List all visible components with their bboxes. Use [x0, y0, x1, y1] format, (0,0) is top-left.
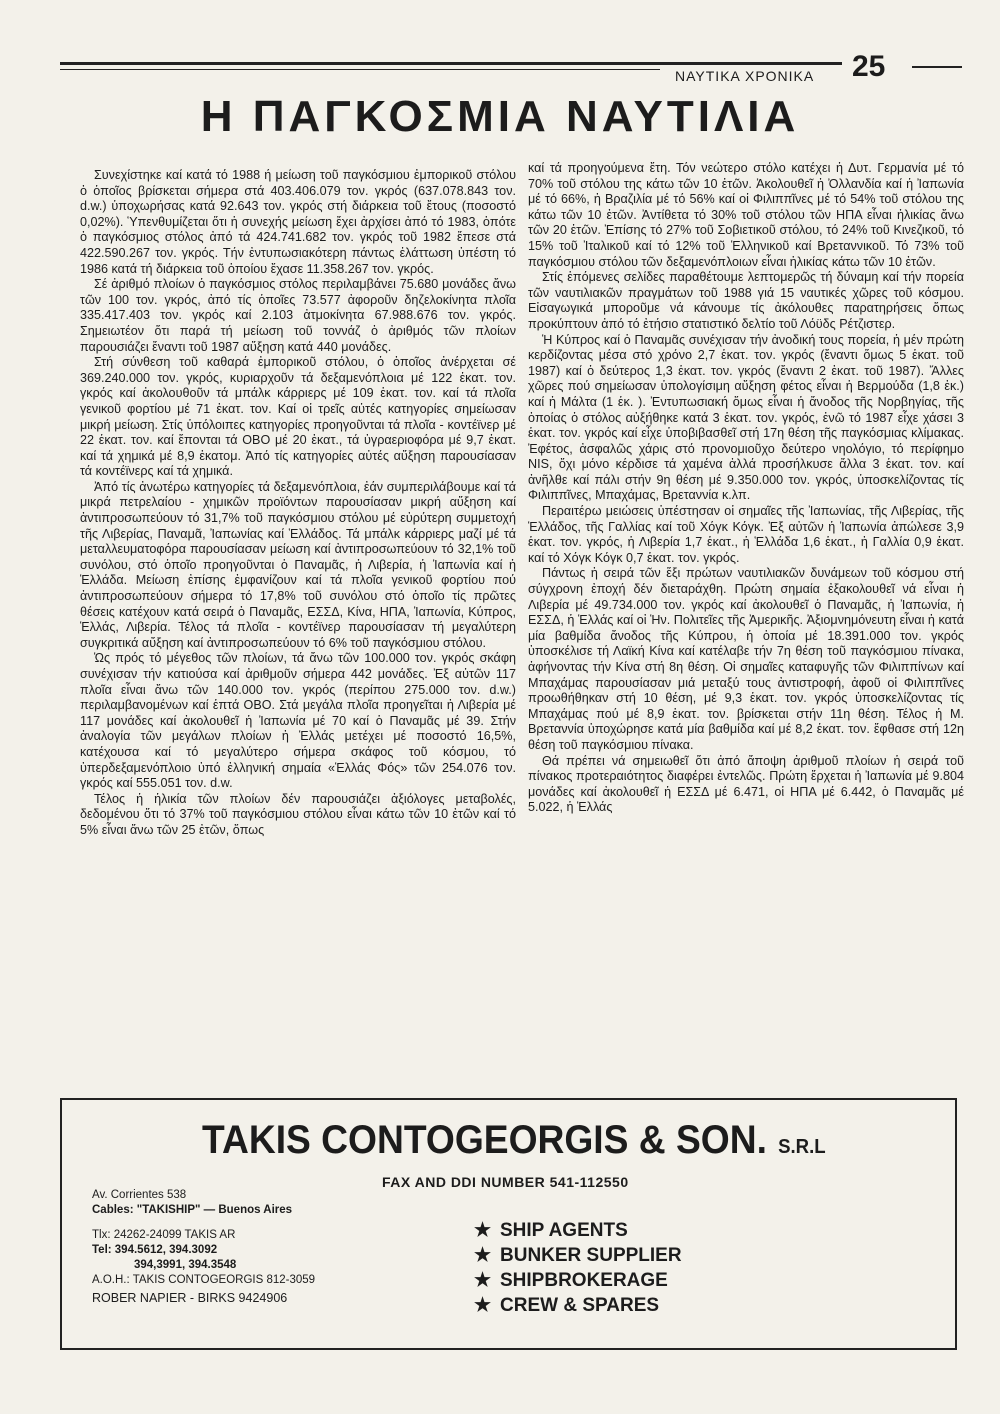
article-paragraph: Τέλος ἡ ἡλικία τῶν πλοίων δέν παρουσιάζει ἀξιόλογες μεταβολές, δεδομένου ὅτι τό 37% τοῦ παγκόσμιου στόλου εἶναι κάτω τῶν 10 ἐτῶν καί τό 5% εἶναι ἄνω τῶν 25 ἐτῶν, ὅπως [80, 791, 516, 837]
article-paragraph: καί τά προηγούμενα ἔτη. Τόν νεώτερο στόλο κατέχει ἡ Δυτ. Γερμανία μέ τό 70% τοῦ στόλου της κάτω τῶν 10 ἐτῶν. Ἀκολουθεῖ ἡ Ὀλλανδία καί ἡ Ἰαπωνία μέ τό 66%, ἡ Βραζιλία μέ τό 56% καί οἱ Φιλιππῖνες μέ τό 54% τοῦ στόλου της κάτω τῶν 10 ἐτῶν. Ἀντίθετα τό 30% τοῦ στόλου τῶν ΗΠΑ εἶναι ἡλικίας ἄνω τῶν 20 ἐτῶν. Ἐπίσης τό 27% τοῦ Σοβιετικοῦ στόλου, τό 24% τοῦ Κινεζικοῦ, τό 15% τοῦ Ἰταλικοῦ καί τό 12% τοῦ Ἑλληνικοῦ καί Βρεταννικοῦ. Τό 73% τοῦ παγκόσμιου στόλου τῶν δεξαμενόπλοιων εἶναι ἡλικίας κάτω τῶν 10 ἐτῶν. [528, 161, 964, 269]
ad-services-list [474, 1218, 682, 1318]
article-paragraph: Στή σύνθεση τοῦ καθαρά ἐμπορικοῦ στόλου, ὁ ὁποῖος ἀνέρχεται σέ 369.240.000 τον. γκρός, κυριαρχοῦν τά δεξαμενόπλοια μέ 122 ἑκατ. τον. γκρός καί ἀκολουθοῦν τά μπάλκ κάρριερς μέ 109 ἑκατ. τον. καί τά πλοῖα γενικοῦ φορτίου μέ 71 ἑκατ. τον. Καί οἱ τρεῖς αὐτές κατηγορίες σημείωσαν μικρή μείωση. Στίς ὑπόλοιπες κατηγορίες προηγοῦνται τά πλοῖα - κοντέϊνερ μέ 22 ἑκατ. τον. καί ἕπονται τά ΟΒΟ μέ 20 ἑκατ., τά ὑγραεριοφόρα μέ 9,7 ἑκατ. καί τά χημικά μέ 8,9 ἑκατομ. Ἀπό τίς κατηγορίες αὐτές αὔξηση παρουσίασαν τά κοντέϊνερς καί τά χημικά. [80, 355, 516, 479]
article-paragraph: Ἀπό τίς ἀνωτέρω κατηγορίες τά δεξαμενόπλοια, ἐάν συμπεριλάβουμε καί τά μικρά πετρελαίου - χημικῶν προϊόντων παρουσίασαν μικρή αὔξηση καί ἀντιπροσωπεύουν τό 31,7% τοῦ παγκόσμιου στόλου μέ εὐρύτερη συμμετοχή τῆς Λιβερίας, Παναμᾶ, Ἰαπωνίας καί Ἑλλάδος. Τά μπάλκ κάρριερς μαζί μέ τά μεταλλευματοφόρα παρουσίασαν μείωση καί ἀντιπροσωπεύουν τό 32,1% τοῦ συνόλου, στό ὁποῖο προηγοῦνται ὁ Παναμᾶς, ἡ Λιβερία, ἡ Ἰαπωνία καί ἡ Ἑλλάδα. Μείωση ἐπίσης ἐμφανίζουν καί τά πλοῖα γενικοῦ φορτίου πού ἀντιπροσωπεύουν σήμερα τό 17,8% τοῦ συνόλου στό ὁποῖο τίς πρῶτες θέσεις κατέχουν κατά σειρά ὁ Παναμᾶς, ΕΣΣΔ, Κίνα, ΗΠΑ, Ἰαπωνία, Κύπρος, Ἑλλάς, Λιβερία. Τέλος τά πλοῖα - κοντέϊνερ παρουσίασαν τή μεγαλύτερη συγκριτικά αὔξηση καί ἀντιπροσωπεύουν τό 6% τοῦ παγκόσμιου στόλου. [80, 479, 516, 650]
ad-after-hours: A.O.H.: TAKIS CONTOGEORGIS 812-3059 [92, 1274, 316, 1286]
advertisement-box [60, 1098, 957, 1350]
article-paragraph: Στίς ἑπόμενες σελίδες παραθέτουμε λεπτομερῶς τή δύναμη καί τήν πορεία τῶν ναυτιλιακῶν πραγμάτων τοῦ 1988 γιά 15 ναυτικές χῶρες τοῦ κόσμου. Εἰσαγωγικά μποροῦμε νά κάνουμε τίς ἀκόλουθες παρατηρήσεις ὅπως προκύπτουν ἀπό τό ἐτήσιο στατιστικό δελτίο τοῦ Λόϋδς Ρέτζιστερ. [528, 270, 964, 331]
ad-service-item: ★ SHIP AGENTS [474, 1220, 628, 1241]
ad-telephone: Tel: 394.5612, 394.3092 [92, 1244, 218, 1256]
article-paragraph: Σέ ἀριθμό πλοίων ὁ παγκόσμιος στόλος περιλαμβάνει 75.680 μονάδες ἄνω τῶν 100 τον. γκρός, ἀπό τίς ὁποῖες 73.577 ἀφοροῦν δηζελοκίνητα πλοῖα 335.417.403 τον. γκρός καί 2.103 ἀτμοκίνητα 67.988.676 τον. γκρός. Σημειωτέον ὅτι παρά τή μείωση τοῦ τοννάζ ὁ ἀριθμός τῶν πλοίων παρουσιάζει ἔναντι τοῦ 1987 αὔξηση κατά 440 μονάδες. [80, 277, 516, 354]
page-number: 25 [852, 50, 886, 83]
article-paragraph: Περαιτέρω μειώσεις ὑπέστησαν οἱ σημαῖες τῆς Ἰαπωνίας, τῆς Λιβερίας, τῆς Ἑλλάδος, τῆς Γαλλίας καί τοῦ Χόγκ Κόγκ. Ἐξ αὐτῶν ἡ Ἰαπωνία ἀπώλεσε 3,9 ἑκατ. τον. γκρός, ἡ Λιβερία 1,7 ἑκατ., ἡ Ἑλλάδα 1,6 ἑκατ., ἡ Γαλλία 0,9 ἑκατ. καί τό Χόγκ Κόγκ 0,7 ἑκατ. τον. γκρός. [528, 504, 964, 565]
ad-telex: Tlx: 24262-24099 TAKIS AR [92, 1229, 236, 1241]
header-rule-right [912, 66, 962, 68]
article-paragraph: Συνεχίστηκε καί κατά τό 1988 ή μείωση τοῦ παγκόσμιου ἐμπορικοῦ στόλου ὁ ὁποῖος βρίσκεται σήμερα στά 403.406.079 τον. γκρός (637.078.843 τον. d.w.) ὑποχωρήσας κατά 92.643 τον. γκρός στή διάρκεια τοῦ ἔτους (ποσοστό 0,02%). Ὑπενθυμίζεται ὅτι ἡ συνεχής μείωση ἔχει ἀρχίσει ἀπό τό 1983, ὁπότε ὁ παγκόσμιος στόλος ἀπό τά 424.741.682 τον. γκρός τοῦ 1982 ἔπεσε στά 422.590.267 τον. γκρός. Τήν ἐντυπωσιακότερη πάντως ἐλάττωση ὑπέστη τό 1986 κατά τή διάρκεια τοῦ ὁποίου ἔχασε 11.358.267 τον. γκρός. [80, 168, 516, 276]
article-column-right [528, 161, 964, 816]
article-paragraph: Θά πρέπει νά σημειωθεῖ ὅτι ἀπό ἄποψη ἀριθμοῦ πλοίων ἡ σειρά τοῦ πίνακος προτεραιότητος διαφέρει ἐντελῶς. Πρώτη ἔρχεται ἡ Ἰαπωνία μέ 9.804 μονάδες καί ἀκολουθεῖ ἡ ΕΣΣΔ μέ 6.471, οἱ ΗΠΑ μέ 6.442, ὁ Παναμᾶς μέ 5.022, ἡ Ἑλλάς [528, 753, 964, 815]
article-title: Η ΠΑΓΚΟΣΜΙΑ ΝΑΥΤΙΛΙΑ [200, 92, 800, 141]
star-icon: ★ [474, 1270, 492, 1291]
ad-rober-napier: ROBER NAPIER - BIRKS 9424906 [92, 1291, 288, 1305]
article-paragraph: Ἡ Κύπρος καί ὁ Παναμᾶς συνέχισαν τήν ἀνοδική τους πορεία, ἡ μέν πρώτη κερδίζοντας μέσα στό χρόνο 2,7 ἑκατ. τον. γκρός (ἔναντι ὅμως 5 ἑκατ. τοῦ 1987) καί ὁ δεύτερος 1,3 ἑκατ. τον. γκρός (ἔναντι 2 ἑκατ. τοῦ 1987). Ἄλλες χῶρες πού σημείωσαν ὑπολογίσιμη αὔξηση φέτος εἶναι ἡ Βερμούδα (1,8 ἑκ.) καί ἡ Μάλτα (1 ἑκ. ). Ἐντυπωσιακή ὅμως εἶναι ἡ ἄνοδος τῆς Νορβηγίας, τῆς ὁποίας ὁ στόλος αὐξήθηκε κατά 3 ἑκατ. τον. γκρός, ἐνῶ τό 1987 εἶχε χάσει 3 ἑκατ. τον. γκρός καί εἶχε ὑποβιβασθεῖ στή 17η θέση τῆς παγκόσμιας κλίμακας. Ἐφέτος, ἀσφαλῶς χάρις στό προνομιοῦχο δεύτερο νηολόγιο, τό περίφημο NIS, ὄχι μόνο κέρδισε τά χαμένα ἀλλά προσήλκυσε ἄλλα 3 ἑκατ. τον. καί ἀνῆλθε καί πάλι στήν 9η θέση μέ 9.350.000 τον. γκρός, ὑποσκελίζοντας τίς Φιλιππῖνες, Μπαχάμας, Βρεταννία κ.λπ. [528, 332, 964, 503]
header-rule [60, 62, 842, 65]
publication-name: ΝΑΥΤΙΚΑ ΧΡΟΝΙΚΑ [675, 68, 815, 84]
ad-telephone-2: 394,3991, 394.3548 [134, 1259, 237, 1271]
ad-contact-block [92, 1188, 315, 1306]
ad-address: Av. Corrientes 538 [92, 1189, 187, 1201]
article-paragraph: Ὡς πρός τό μέγεθος τῶν πλοίων, τά ἄνω τῶν 100.000 τον. γκρός σκάφη συνέχισαν τήν κατιούσα καί ἀριθμοῦν σήμερα 442 μονάδες. Ἐξ αὐτῶν 117 πλοῖα εἶναι ἄνω τῶν 140.000 τον. γκρός (περίπου 275.000 τον. d.w.) περιλαμβανομένων καί ἑπτά ΟΒΟ. Στά μεγάλα πλοῖα προηγεῖται ἡ Λιβερία μέ 117 μονάδες καί ἀκολουθεῖ ἡ Ἰαπωνία μέ 70 καί ὁ Παναμᾶς μέ 39. Στήν ἀναλογία τῶν μεγάλων πλοίων ἡ Ἑλλάς μετέχει μέ ποσοστό 16,5%, κατέχουσα καί τό μεγαλύτερο σήμερα σκάφος τοῦ κόσμου, τό ὑπερδεξαμενόπλοιο ὑπό ἑλληνική σημαία «Ἑλλάς Φός» τῶν 254.076 τον. γκρός καί 555.051 τον. d.w. [80, 651, 516, 791]
star-icon: ★ [474, 1220, 492, 1241]
star-icon: ★ [474, 1295, 492, 1316]
ad-cables: Cables: "TAKISHIP" — Buenos Aires [92, 1204, 293, 1216]
article-column-left [80, 168, 516, 839]
star-icon: ★ [474, 1245, 492, 1266]
ad-service-item: ★ BUNKER SUPPLIER [474, 1245, 682, 1266]
ad-company-suffix: S.R.L [778, 1136, 826, 1158]
article-paragraph: Πάντως ἡ σειρά τῶν ἕξι πρώτων ναυτιλιακῶν δυνάμεων τοῦ κόσμου στή σύγχρονη ἐποχή δέν διεταράχθη. Πρώτη σημαία ἐξακολουθεῖ νά εἶναι ἡ Λιβερία μέ 49.734.000 τον. γκρός καί ἀκολουθεῖ ὁ Παναμᾶς, ἡ Ἰαπωνία, ἡ ΕΣΣΔ, ἡ Ἑλλάς καί οἱ Ἡν. Πολιτεῖες τῆς Ἀμερικῆς. Ἀξιομνημόνευτη εἶναι ἡ κατά μία βαθμίδα ἄνοδος τῆς Κύπρου, ἡ ὁποία μέ 18.391.000 τον. γκρός ὑποσκέλισε τή Λαϊκή Κίνα καί κατέλαβε τήν 7η θέση τοῦ παγκόσμιου πίνακα, ἀφήνοντας τήν Κίνα στή 8η θέση. Οἱ σημαῖες καταφυγῆς τῶν Φιλιππίνων καί Μπαχάμας παρουσίασαν μιά μεταξύ τους ἀντιστροφή, ἀφοῦ οἱ Φιλιππῖνες προωθήθηκαν στή 10 θέση, μέ 9,3 ἑκατ. τον. γκρός ὑποσκελίζοντας τίς Μπαχάμας πού μέ 8,9 ἑκατ. τον. βρίσκεται στήν 11η θέση. Τέλος ἡ Μ. Βρεταννία ὑποχώρησε κατά μία βαθμίδα καί μέ 8,2 ἑκατ. τον. ἔφθασε στή 12η θέση τοῦ παγκόσμιου πίνακα. [528, 566, 964, 752]
header-rule-thin [60, 69, 660, 70]
ad-service-item: ★ SHIPBROKERAGE [474, 1270, 668, 1291]
ad-company-text: TAKIS CONTOGEORGIS & SON. [202, 1118, 767, 1162]
ad-company-name [202, 1118, 826, 1163]
ad-fax-line: FAX AND DDI NUMBER 541-112550 [382, 1174, 629, 1190]
ad-service-item: ★ CREW & SPARES [474, 1295, 660, 1316]
